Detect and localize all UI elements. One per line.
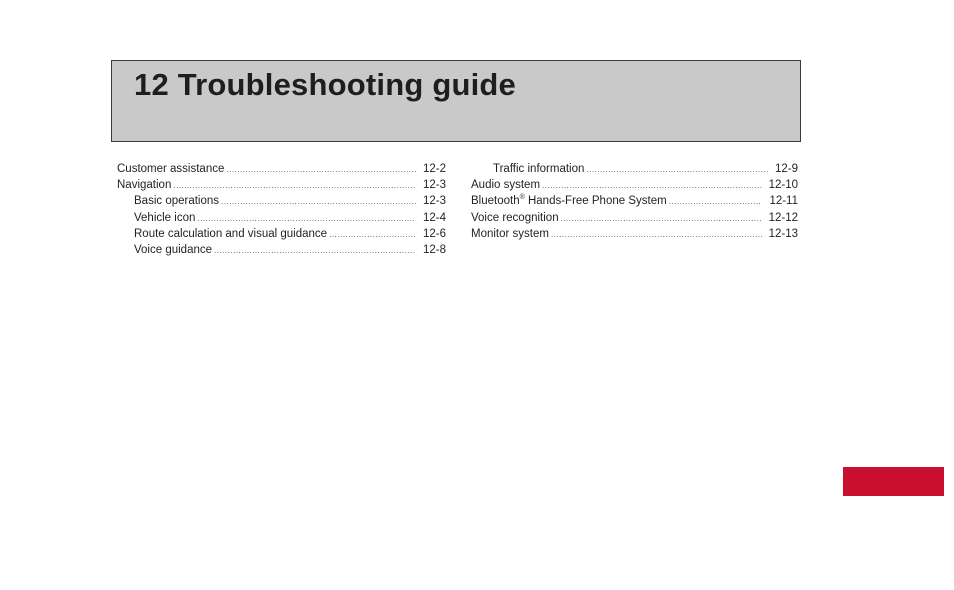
toc-entry-label: Audio system: [471, 179, 541, 192]
toc-entry-label: Voice guidance: [134, 243, 213, 256]
toc-leader-dots: [214, 242, 416, 259]
toc-entry-route-calculation[interactable]: [117, 226, 446, 242]
toc-entry-page: 12-4: [422, 211, 446, 224]
toc-left-column: [117, 161, 446, 258]
toc-entry-page: 12-12: [768, 211, 798, 224]
toc-leader-dots: [669, 193, 763, 210]
toc-entry-page: 12-6: [422, 227, 446, 240]
toc-entry-customer-assistance[interactable]: [117, 161, 446, 177]
toc-entry-label: Traffic information: [493, 163, 585, 175]
toc-entry-voice-guidance[interactable]: [117, 242, 446, 258]
toc-entry-label: [471, 193, 667, 209]
toc-entry-label: Voice recognition: [471, 211, 559, 224]
toc-entry-label: Route calculation and visual guidance: [134, 227, 328, 240]
toc-entry-navigation[interactable]: [117, 177, 446, 193]
toc-entry-voice-recognition[interactable]: [471, 210, 798, 226]
toc-right-column: [471, 161, 798, 242]
toc-leader-dots: [586, 161, 768, 178]
toc-entry-page: 12-8: [422, 243, 446, 256]
toc-leader-dots: [197, 210, 416, 227]
toc-entry-label: Monitor system: [471, 227, 549, 240]
toc-entry-label-brand: Bluetooth: [471, 195, 520, 208]
toc-leader-dots: [226, 161, 416, 178]
registered-mark: ®: [519, 194, 525, 202]
toc-entry-label-rest: Hands-Free Phone System: [524, 195, 667, 208]
toc-entry-label: Customer assistance: [117, 163, 225, 175]
toc-entry-basic-operations[interactable]: [117, 193, 446, 209]
toc-entry-page: 12-11: [769, 195, 798, 208]
toc-leader-dots: [221, 193, 416, 210]
toc-entry-label: Vehicle icon: [134, 211, 196, 224]
chapter-header: [111, 60, 801, 142]
toc-entry-page: 12-10: [768, 179, 798, 192]
toc-entry-page: 12-9: [774, 163, 798, 175]
toc-leader-dots: [329, 226, 416, 243]
toc-entry-traffic-information[interactable]: [471, 161, 798, 177]
chapter-title: 12 Troubleshooting guide: [134, 67, 516, 102]
toc-entry-vehicle-icon[interactable]: [117, 210, 446, 226]
toc-entry-page: 12-2: [422, 163, 446, 175]
toc-entry-label: Basic operations: [134, 195, 220, 208]
chapter-thumb-tab: [843, 467, 944, 496]
toc-leader-dots: [561, 210, 762, 227]
toc-entry-bluetooth-hands-free[interactable]: [471, 193, 798, 209]
toc-entry-page: 12-3: [422, 195, 446, 208]
toc-leader-dots: [542, 177, 762, 194]
toc-entry-label: Navigation: [117, 179, 172, 192]
toc-entry-page: 12-3: [422, 179, 446, 192]
toc-leader-dots: [551, 226, 762, 243]
toc-entry-audio-system[interactable]: [471, 177, 798, 193]
toc-leader-dots: [173, 177, 416, 194]
toc-entry-monitor-system[interactable]: [471, 226, 798, 242]
toc-entry-page: 12-13: [768, 227, 798, 240]
